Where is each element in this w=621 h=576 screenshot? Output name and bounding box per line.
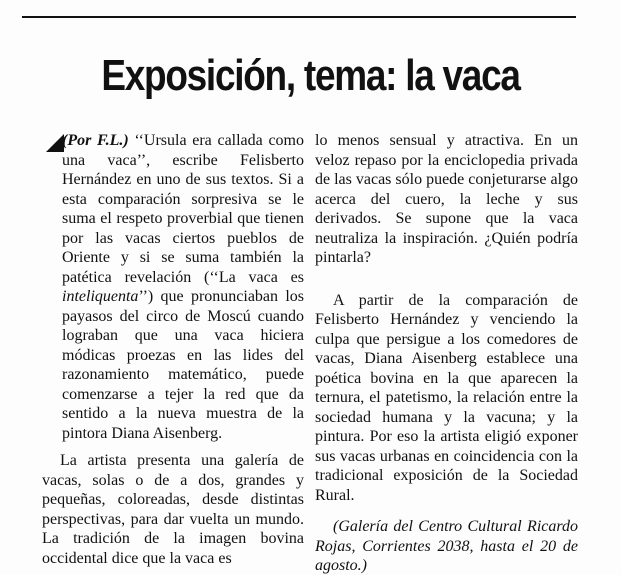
article-paragraph-1: [42, 131, 304, 443]
byline: (Por F.L.): [62, 132, 129, 149]
paragraph-1-italic: inteliquenta: [62, 288, 139, 305]
paragraph-1-rest: ’’) que pronunciaban los payasos del circo de Moscú cuando lograban que una vaca hiciera módicas proezas en las lides del razonamiento matemático, puede comenzarse a tejer la red que da sentido a la nueva muestra de la pintora Diana Aisenberg.: [62, 288, 304, 442]
exhibition-credit: (Galería del Centro Cultural Ricardo Rojas, Corrientes 2038, hasta el 20 de agosto.): [315, 518, 578, 574]
article-column-left: [42, 131, 304, 568]
article-paragraph-3: A partir de la comparación de Felisberto Hernández y venciendo la culpa que persigue a los comedores de vacas, Diana Aisenberg establece una poética bovina en la que aparecen la ternura, el patetismo, la relación entre la sociedad humana y la vacuna; y la pintura. Por eso la artista eligió exponer sus vacas urbanas en coincidencia con la tradicional exposición de la Sociedad Rural.: [315, 291, 578, 504]
article-paragraph-2: La artista presenta una galería de vacas, solas o de a dos, grandes y pequeñas, coloreadas, desde distintas perspectivas, para dar vuelta un mundo. La tradición de la imagen bovina occidental dice que la vaca es: [42, 452, 304, 567]
top-rule-divider: [22, 16, 576, 18]
headline: Exposición, tema: la vaca: [101, 51, 520, 100]
article-column-right: [315, 131, 578, 576]
paragraph-1-intro: ‘‘Ursula era callada como una vaca’’, escribe Felisberto Hernández en uno de sus textos. Si a esta comparación sorpresiva se le suma el respeto proverbial que tienen por las vacas ciertos pueblos de Oriente y si se suma también la patética revelación (‘‘La vaca es: [62, 132, 304, 286]
article-paragraph-2-continued: lo menos sensual y atractiva. En un veloz repaso por la enciclopedia privada de las vacas sólo puede conjeturarse algo acerca del cuero, la leche y sus derivados. Se supone que la vaca neutraliza la inspiración. ¿Quién podría pintarla?: [315, 132, 579, 266]
